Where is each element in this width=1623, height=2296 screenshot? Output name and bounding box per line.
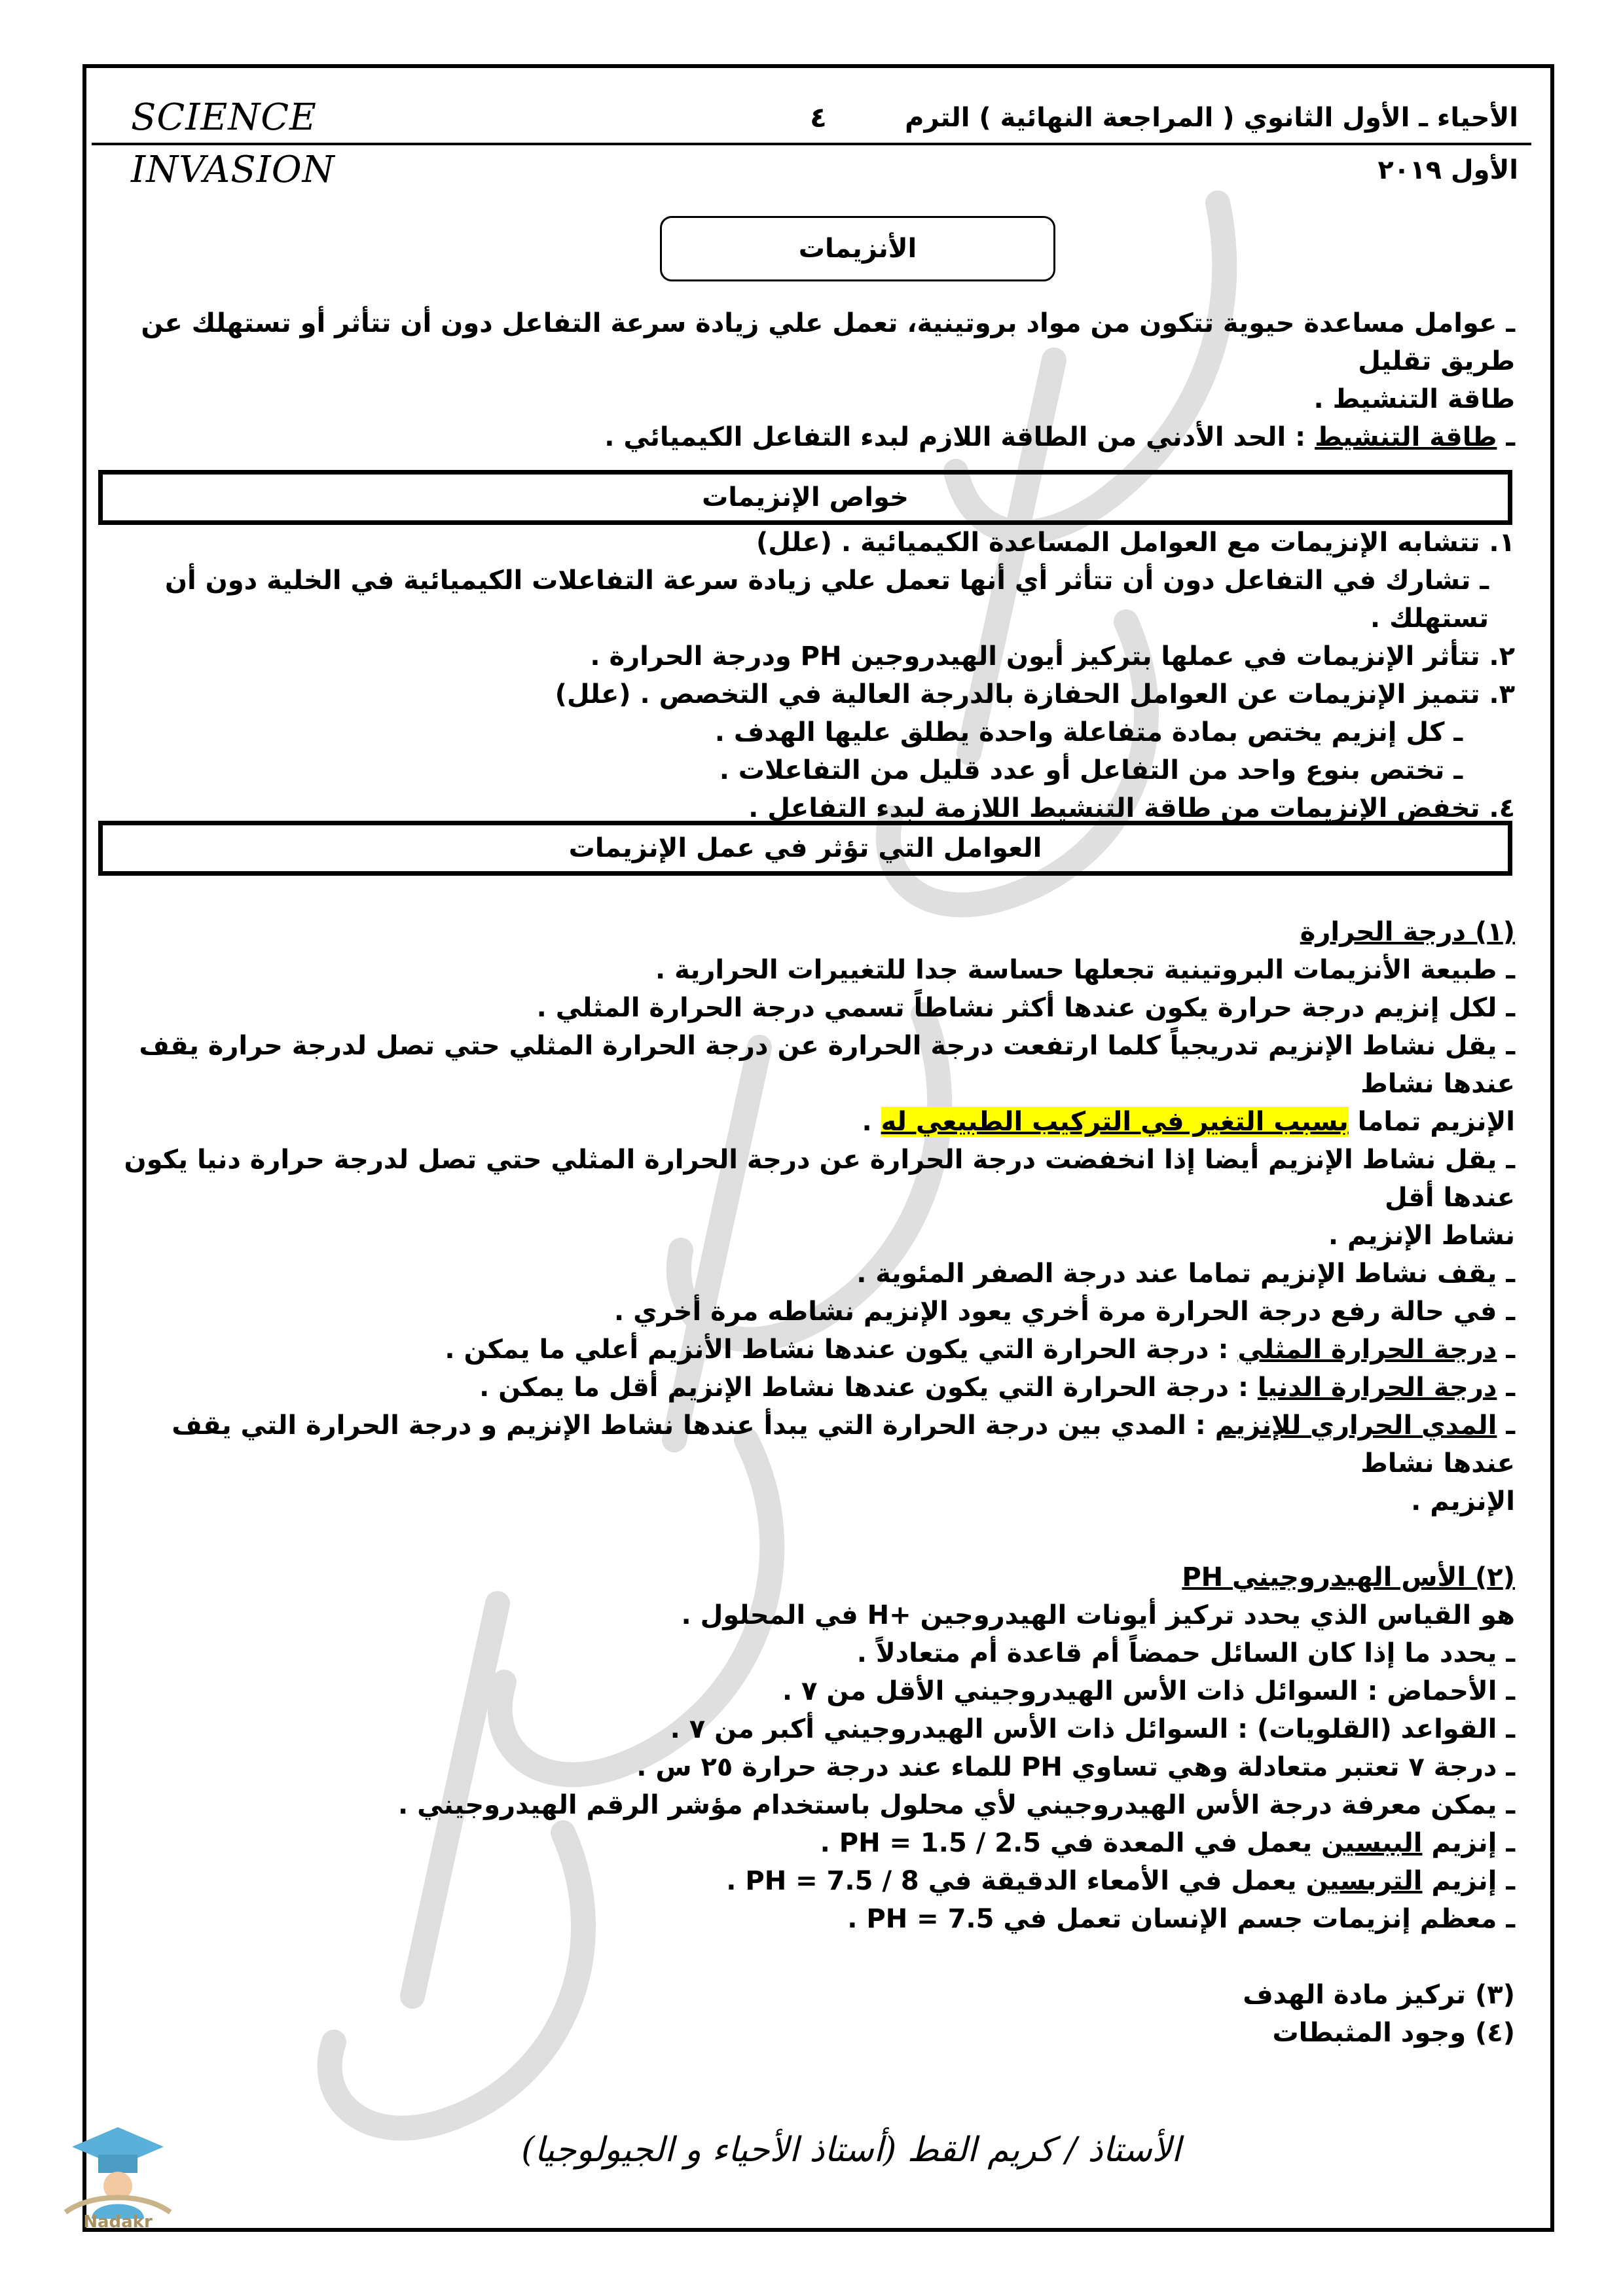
definition-range-cont: الإنزيم . bbox=[1411, 1486, 1515, 1516]
page-number: ٤ bbox=[810, 101, 827, 134]
graduation-cap-icon bbox=[52, 2114, 183, 2219]
header-divider bbox=[92, 143, 1531, 145]
ph-item: ـ الأحماض : السوائل ذات الأس الهيدروجيني الأقل من ٧ . bbox=[782, 1676, 1515, 1706]
property-subitem: ـ تختص بنوع واحد من التفاعل أو عدد قليل من التفاعلات . bbox=[719, 755, 1463, 785]
enzymes-definition bbox=[115, 304, 1515, 456]
property-item: ٢. تتأثر الإنزيمات في عملها بتركيز أيون الهيدروجين PH ودرجة الحرارة . bbox=[590, 641, 1515, 672]
site-logo bbox=[52, 2114, 183, 2245]
factors-title: العوامل التي تؤثر في عمل الإنزيمات bbox=[98, 821, 1512, 876]
property-item: ١. تتشابه الإنزيمات مع العوامل المساعدة الكيميائية . (علل) bbox=[756, 528, 1515, 558]
teacher-signature: الأستاذ / كريم القط (أستاذ الأحياء و الجيولوجيا) bbox=[521, 2130, 1181, 2170]
ph-item: ـ معظم إنزيمات جسم الإنسان تعمل في PH = 7.5 . bbox=[847, 1904, 1515, 1934]
header-title: الأحياء ـ الأول الثانوي ( المراجعة النهائية ) الترم الأول ٢٠١٩ bbox=[905, 103, 1518, 185]
property-item: ٣. تتميز الإنزيمات عن العوامل الحفازة بالدرجة العالية في التخصص . (علل) bbox=[555, 679, 1515, 709]
property-subitem: ـ كل إنزيم يختص بمادة متفاعلة واحدة يطلق عليها الهدف . bbox=[714, 717, 1463, 747]
properties-title: خواص الإنزيمات bbox=[98, 470, 1512, 525]
property-item: ٤. تخفض الإنزيمات من طاقة التنشيط اللازمة لبدء التفاعل . bbox=[748, 793, 1515, 823]
enzymes-title: الأنزيمات bbox=[660, 216, 1055, 281]
brand-name: SCIENCE INVASION bbox=[131, 96, 335, 191]
temperature-item: ـ في حالة رفع درجة الحرارة مرة أخري يعود الإنزيم نشاطه مرة أخري . bbox=[613, 1297, 1515, 1327]
ph-item: ـ القواعد (القلويات) : السوائل ذات الأس الهيدروجيني أكبر من ٧ . bbox=[670, 1714, 1515, 1744]
properties-list bbox=[115, 524, 1515, 827]
activation-term: طاقة التنشيط bbox=[1315, 422, 1497, 452]
definition-range: ـ المدي الحراري للإنزيم : المدي بين درجة الحرارة التي يبدأ عندها نشاط الإنزيم و درجة الحرارة التي يقف عندها نشاط bbox=[172, 1410, 1515, 1479]
temperature-item: ـ يقل نشاط الإنزيم أيضا إذا انخفضت درجة الحرارة عن درجة الحرارة المثلي حتي تصل لدرجة حرارة دنيا يكون عندها أقل bbox=[124, 1145, 1515, 1213]
temperature-heading: (١) درجة الحرارة bbox=[1300, 917, 1515, 947]
ph-item-trypsin: ـ إنزيم التربسين يعمل في الأمعاء الدقيقة في 8 / 7.5 = PH . bbox=[726, 1866, 1515, 1896]
activation-energy-line: ـ طاقة التنشيط : الحد الأدني من الطاقة اللازم لبدء التفاعل الكيميائي . bbox=[604, 422, 1515, 452]
definition-minimum: ـ درجة الحرارة الدنيا : درجة الحرارة التي يكون عندها نشاط الإنزيم أقل ما يمكن . bbox=[479, 1372, 1515, 1403]
ph-item: ـ يحدد ما إذا كان السائل حمضاً أم قاعدة أم متعادلاً . bbox=[856, 1638, 1515, 1668]
temperature-item: ـ طبيعة الأنزيمات البروتينية تجعلها حساسة جدا للتغييرات الحرارية . bbox=[655, 955, 1515, 985]
inhibitors-heading: (٤) وجود المثبطات bbox=[1272, 2018, 1515, 2048]
temperature-item: ـ يقل نشاط الإنزيم تدريجياً كلما ارتفعت درجة الحرارة عن درجة الحرارة المثلي حتي تصل لدرجة حرارة يقف عندها نشاط bbox=[139, 1031, 1515, 1099]
property-subitem: ـ تشارك في التفاعل دون أن تتأثر أي أنها تعمل علي زيادة سرعة التفاعلات الكيميائية في الخلية دون أن تستهلك . bbox=[164, 565, 1489, 634]
logo-text: Nadakr bbox=[83, 2212, 153, 2232]
temperature-item: ـ لكل إنزيم درجة حرارة يكون عندها أكثر نشاطاً تسمي درجة الحرارة المثلي . bbox=[536, 993, 1515, 1023]
definition-line: ـ عوامل مساعدة حيوية تتكون من مواد بروتينية، تعمل علي زيادة سرعة التفاعل دون أن تتأثر أو تستهلك عن طريق تقليل bbox=[141, 308, 1515, 376]
ph-item: هو القياس الذي يحدد تركيز أيونات الهيدروجين +H في المحلول . bbox=[681, 1600, 1515, 1630]
highlighted-phrase: بسبب التغير في التركيب الطبيعي له bbox=[881, 1107, 1349, 1137]
substrate-heading: (٣) تركيز مادة الهدف bbox=[1243, 1980, 1515, 2010]
ph-item-pepsin: ـ إنزيم الببسين يعمل في المعدة في 2.5 / 1.5 = PH . bbox=[820, 1828, 1515, 1858]
factors-body bbox=[115, 913, 1515, 2052]
temperature-item: نشاط الإنزيم . bbox=[1328, 1221, 1515, 1251]
activation-definition: : الحد الأدني من الطاقة اللازم لبدء التفاعل الكيميائي . bbox=[604, 422, 1315, 452]
temperature-item: ـ يقف نشاط الإنزيم تماما عند درجة الصفر المئوية . bbox=[856, 1259, 1515, 1289]
definition-line: طاقة التنشيط . bbox=[1313, 384, 1515, 414]
ph-heading: (٢) الأس الهيدروجيني PH bbox=[1182, 1562, 1515, 1592]
ph-item: ـ درجة ٧ تعتبر متعادلة وهي تساوي PH للماء عند درجة حرارة ٢٥ س . bbox=[636, 1752, 1515, 1782]
definition-optimum: ـ درجة الحرارة المثلي : درجة الحرارة التي يكون عندها نشاط الأنزيم أعلي ما يمكن . bbox=[445, 1335, 1515, 1365]
temperature-item: الإنزيم تماما بسبب التغير في التركيب الطبيعي له . bbox=[862, 1107, 1515, 1137]
ph-item: ـ يمكن معرفة درجة الأس الهيدروجيني لأي محلول باستخدام مؤشر الرقم الهيدروجيني . bbox=[398, 1790, 1515, 1820]
